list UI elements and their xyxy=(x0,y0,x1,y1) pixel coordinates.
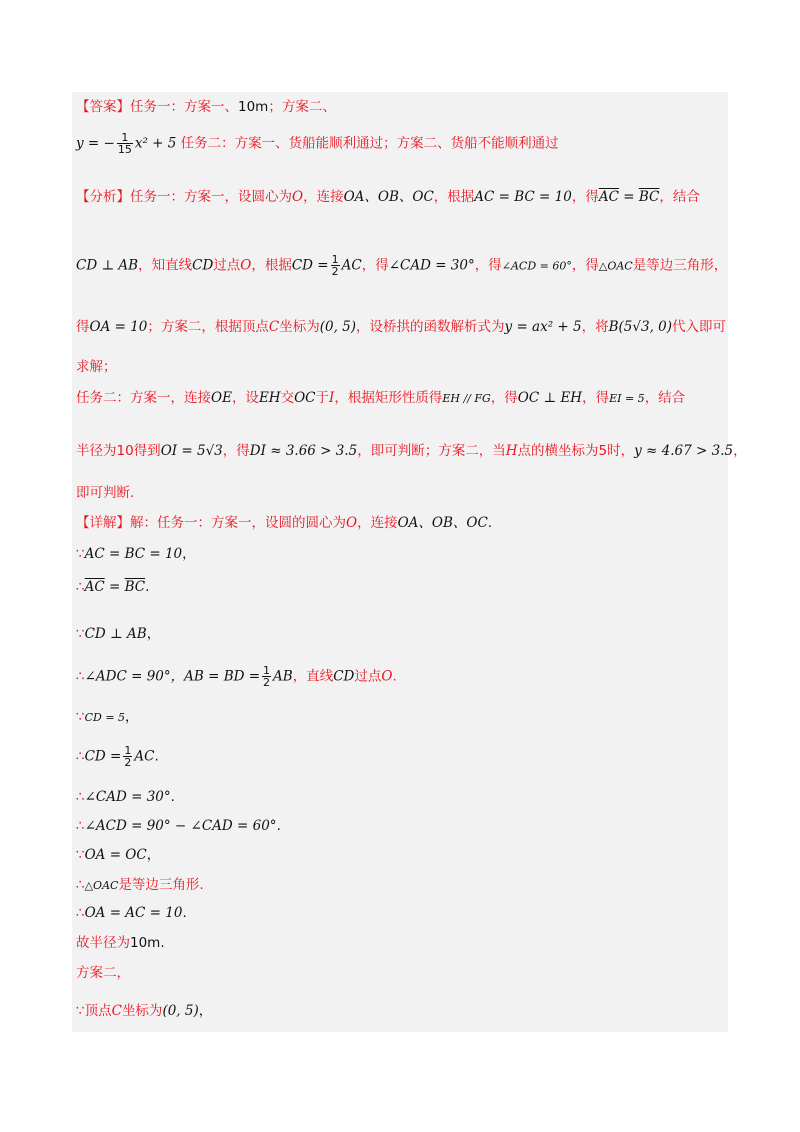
detail-step-3: ∵CD ⊥ AB， xyxy=(76,626,161,642)
detail-line-1: 【详解】解：任务一：方案一，设圆的圆心为O，连接OA、OB、OC. xyxy=(76,515,493,531)
detail-step-5: ∵CD = 5， xyxy=(76,709,139,725)
detail-step-11: ∴OA = AC = 10. xyxy=(76,905,187,921)
detail-step-13: 方案二， xyxy=(76,965,130,981)
analysis-line-2: CD ⊥ AB，知直线CD过点O，根据CD = $\frac{1}{2}$ AC，得∠CAD = 30°，得∠ACD = 60°，得△OAC是等边三角形， xyxy=(76,253,728,278)
detail-step-6: ∴CD = $\frac{1}{2}$ AC. xyxy=(76,744,159,769)
answer-line-1: 【答案】任务一：方案一、10m；方案二、 xyxy=(76,99,336,115)
analysis-line-5: 任务二：方案一，连接OE，设EH交OC于I，根据矩形性质得EH // FG，得OC ⊥ EH，得EI = 5，结合 xyxy=(76,390,686,406)
analysis-line-1: 【分析】任务一：方案一，设圆心为O，连接OA、OB、OC，根据AC = BC = 10，得$\overline{AC} = \overline{BC}$，结合 xyxy=(76,189,700,205)
detail-step-7: ∴∠CAD = 30°. xyxy=(76,789,175,805)
detail-step-4: ∴∠ADC = 90°，AB = BD = $\frac{1}{2}$ AB，直线CD过点O. xyxy=(76,664,397,689)
detail-step-14: ∵顶点C坐标为(0, 5)， xyxy=(76,1003,213,1019)
answer-line-2: y = − $\frac{1}{15}$ x² + 5 任务二：方案一、货船能顺利通过；方案二、货船不能顺利通过 xyxy=(76,131,559,156)
analysis-line-3: 得OA = 10；方案二，根据顶点C坐标为(0, 5)，设桥拱的函数解析式为y = ax² + 5，将B(5√3, 0)代入即可 xyxy=(76,319,727,335)
analysis-tag: 【分析】 xyxy=(76,189,130,205)
detail-tag: 【详解】 xyxy=(76,515,130,531)
analysis-line-6: 半径为10得到OI = 5√3，得DI ≈ 3.66 > 3.5，即可判断；方案二，当H点的横坐标为5时，y ≈ 4.67 > 3.5， xyxy=(76,443,747,459)
detail-step-9: ∵OA = OC， xyxy=(76,847,161,863)
detail-step-2: $\therefore\overline{AC} = \overline{BC}$. xyxy=(76,579,150,595)
answer-tag: 【答案】 xyxy=(76,99,130,115)
analysis-line-7: 即可判断. xyxy=(76,485,135,501)
detail-step-8: ∴∠ACD = 90° − ∠CAD = 60°. xyxy=(76,818,281,834)
fraction: $\frac{1}{15}$ xyxy=(117,131,132,156)
detail-step-1: ∵AC = BC = 10， xyxy=(76,546,196,562)
analysis-line-4: 求解； xyxy=(76,359,117,375)
detail-step-10: ∴△OAC是等边三角形. xyxy=(76,877,204,893)
detail-step-12: 故半径为10m. xyxy=(76,935,165,951)
